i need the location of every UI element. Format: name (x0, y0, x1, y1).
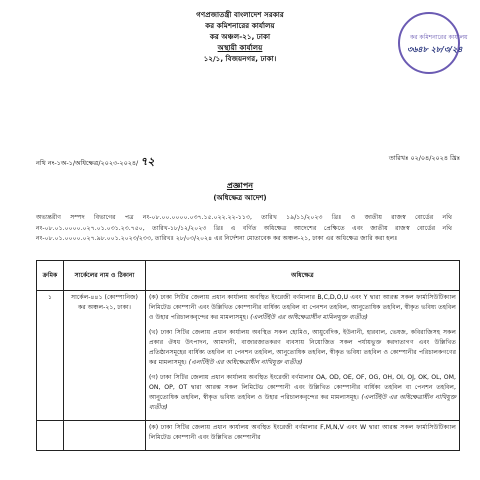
stamp-label: কর কমিশনারের কার্যালয় (410, 34, 468, 41)
table-header-row (37, 261, 460, 291)
item-a-note: (এলটিইউ এর অধিক্ষেত্রাধীন মামিলযুক্ত ব্যতীত) (250, 314, 368, 321)
jurisdiction-item-a: (ক) ঢাকা সিটির জেলায় প্রধান কার্যালয় অবস্থিত ইংরেজী বর্ণমালার F,M,N,V এবং W দ্বারা আরম্ভ সকল ফার্মাসিউটিক্যাল লিমিটেড কোম্পানী এবং উল্লিখিত কোম্পানীর (149, 424, 456, 441)
jurisdiction-table (36, 260, 460, 451)
jurisdiction-item-c (149, 373, 456, 413)
table-row (37, 291, 460, 421)
row-circle-empty (64, 421, 146, 451)
receipt-stamp (398, 12, 468, 74)
stamp-handwritten-number: ৩৬৪৮ ২৮/৩/২৪ (407, 45, 463, 54)
file-number-handwritten: ৭২ (140, 155, 155, 168)
jurisdiction-item-a (149, 293, 456, 323)
office-name: কর কমিশনারের কার্যালয় (205, 21, 275, 30)
item-b-text: (খ) ঢাকা সিটির জেলায় প্রধান কার্যালয় অবস্থিত সকল হোমিও, আয়ুর্বেদিক, ইউনানী, হারবাল, ভেষজ, কবিরাজিসহ সকল প্রকার ঔষধ উৎপাদন, আমদানী, বাজারজাতকরণ ব্যবসায় নিয়োজিত সকল পর্যায়ভুক্ত করদাতাগণ এবং উল্লিখিত প্রতিষ্ঠানসমূহের বার্ষিক্য তহবিল বা পেনশন তহবিল, আনুতোষিক তহবিল, স্বীকৃত ভবিষ্য তহবিল ও কোম্পানীর পরিচালকগণের কর মামলাসমূহ। (149, 329, 456, 366)
item-c-note: (এলটিইউ এর অধিক্ষেত্রাধীন নাথিযুক্ত ব্যতীত) (149, 394, 456, 411)
item-b-note: (এলটিইউ এর অধিক্ষেত্রাধীন নাথিযুক্ত ব্যতীত) (188, 359, 303, 366)
col-jurisdiction-header: অধিক্ষেত্র (146, 261, 460, 291)
document-title: প্রজ্ঞাপন (226, 181, 254, 190)
intro-paragraph: অভ্যন্তরীণ সম্পদ বিভাগের পত্র নং-০৮.০০.০০০০.০৩৭.১৫.০২২.২২-১১৩, তারিখ ১৯/১১/২০২৩ খ্রিঃ ও জাতীয় রাজস্ব বোর্ডের নথি নং-০৮.০১.০০০০.০২৭.০১.০৩১.২৩.৭৫০, তারিখ-১৮/১২/২০২৩ খ্রিঃ এ বর্ণিত অধিক্ষেত্র আদেশের প্রেক্ষিতে এবং জাতীয় রাজস্ব বোর্ডের নথি নং-০৮.০১.০০০০.০২৭.৯৮.০০১.২০২৩/২৩৩, তারিখঃ ২৮/০৩/২০২৪ এর নির্দেশনা মোতাবেক কর অঞ্চল-২১, ঢাকা এর অধিক্ষেত্র জারি করা হলঃ (36, 214, 452, 242)
govt-name: গণপ্রজাতন্ত্রী বাংলাদেশ সরকার (196, 10, 284, 19)
item-c-text: (গ) ঢাকা সিটির জেলায় প্রধান কার্যালয় অবস্থিত ইংরেজী বর্ণমালার OA, OD, OE, OF, OG, OH, OI, OJ, OK, OL, OM, ON, OP, OT দ্বারা আরম্ভ সকল লিমিটেড কোম্পানী এবং উল্লিখিত কোম্পানীর বার্ষিক্য তহবিল বা পেনশন তহবিল, আনুতোষিক তহবিল, স্বীকৃত ভবিষ্য তহবিল ও উহার পরিচালকবৃন্দের কর মামলাসমূহ। (149, 374, 456, 401)
item-a-text: (ক) ঢাকা সিটির জেলায় প্রধান কার্যালয় অবস্থিত ইংরেজী বর্ণমালার B,C,D,O,U এবং Y দ্বারা আরম্ভ সকল ফার্মাসিউটিক্যাল লিমিটেড কোম্পানী এবং উল্লিখিত কোম্পানীর বার্ষিক্য তহবিল বা পেনশন তহবিল, আনুতোষিক তহবিল, স্বীকৃত ভবিষ্য তহবিল ও উহার পরিচালকবৃন্দের কর মামলাসমূহ। (149, 294, 456, 321)
zone-name: কর অঞ্চল-২১, ঢাকা (209, 32, 271, 41)
row-jurisdiction (146, 291, 460, 421)
office-address: ১২/১, বিজয়নগর, ঢাকা। (203, 54, 277, 63)
table-row (37, 421, 460, 451)
row-serial: ১ (37, 291, 64, 421)
temporary-office: অস্থায়ী কার্যালয় (217, 43, 263, 52)
file-number-label: নথি নং-১অ-১/অধিক্ষেত্র/২০২৩-২০২৪/ (36, 159, 139, 167)
row-jurisdiction (146, 421, 460, 451)
issue-date: তারিখঃ ০২/০৪/২০২৪ খ্রিঃ (388, 154, 460, 162)
file-number (36, 153, 155, 172)
row-serial-empty (37, 421, 64, 451)
document-subtitle: (অধিক্ষেত্র আদেশ) (213, 194, 267, 202)
jurisdiction-item-b (149, 328, 456, 368)
col-serial-header: ক্রমিক (37, 261, 64, 291)
reference-row (36, 153, 460, 172)
row-circle: সার্কেল-৪৪১ (কোম্পানিজ) কর অঞ্চল-২১, ঢাকা। (64, 291, 146, 421)
col-circle-header: সার্কেলের নাম ও ঠিকানা (64, 261, 146, 291)
